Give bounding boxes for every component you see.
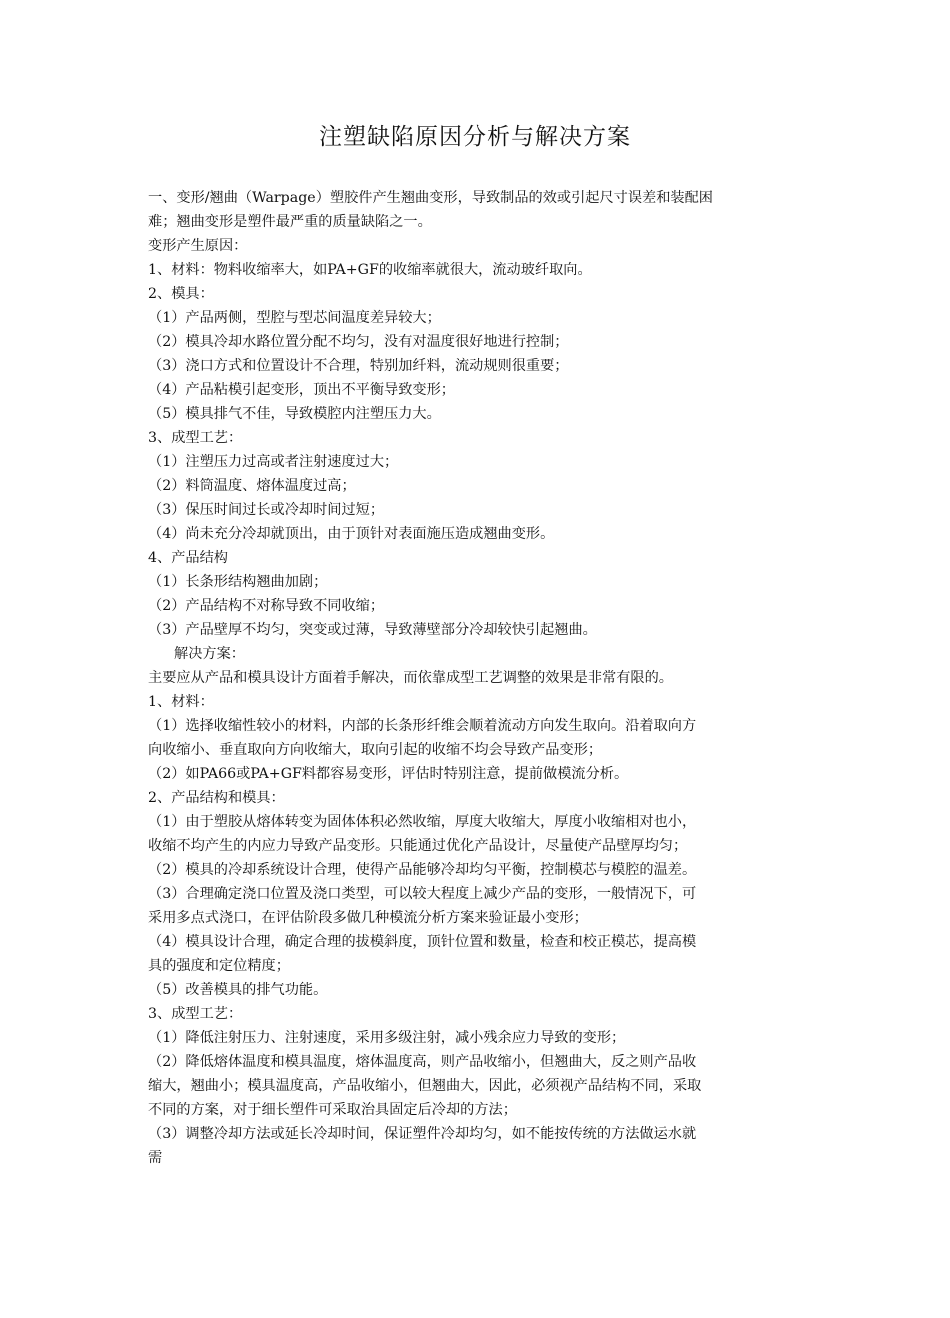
list-item-continuation: 不同的方案，对于细长塑件可采取治具固定后冷却的方法； — [148, 1102, 517, 1118]
paragraph-line: 一、变形/翘曲（Warpage）塑胶件产生翘曲变形，导致制品的效或引起尺寸误差和装配困 — [148, 190, 713, 206]
list-item: （1）降低注射压力、注射速度，采用多级注射，减小残余应力导致的变形； — [148, 1030, 626, 1046]
list-item: （3）调整冷却方法或延长冷却时间，保证塑件冷却均匀，如不能按传统的方法做运水就 — [148, 1126, 697, 1142]
section-heading: 2、模具： — [148, 286, 214, 302]
section-heading: 3、成型工艺： — [148, 430, 243, 446]
list-item: （1）长条形结构翘曲加剧； — [148, 574, 328, 590]
section-heading: 解决方案： — [174, 646, 245, 662]
document-title: 注塑缺陷原因分析与解决方案 — [319, 124, 631, 150]
list-item: （2）降低熔体温度和模具温度，熔体温度高，则产品收缩小，但翘曲大，反之则产品收 — [148, 1054, 697, 1070]
list-item-continuation: 缩大，翘曲小；模具温度高，产品收缩小，但翘曲大，因此，必须视产品结构不同，采取 — [148, 1078, 702, 1094]
document-body — [148, 186, 802, 1170]
list-item: （1）由于塑胶从熔体转变为固体体积必然收缩，厚度大收缩大，厚度小收缩相对也小， — [148, 814, 697, 830]
list-item: （1）产品两侧，型腔与型芯间温度差异较大； — [148, 310, 441, 326]
list-item: （4）产品粘模引起变形，顶出不平衡导致变形； — [148, 382, 455, 398]
paragraph-line: 主要应从产品和模具设计方面着手解决，而依靠成型工艺调整的效果是非常有限的。 — [148, 670, 673, 686]
list-item: （4）模具设计合理，确定合理的拔模斜度，顶针位置和数量，检查和校正模芯，提高模 — [148, 934, 697, 950]
section-heading: 变形产生原因： — [148, 238, 248, 254]
list-item: （2）如PA66或PA+GF料都容易变形，评估时特别注意，提前做模流分析。 — [148, 766, 629, 782]
list-item: （3）浇口方式和位置设计不合理，特别加纤料，流动规则很重要； — [148, 358, 569, 374]
paragraph-line: 难；翘曲变形是塑件最严重的质量缺陷之一。 — [148, 214, 432, 230]
section-heading: 1、材料： — [148, 694, 214, 710]
list-item: （4）尚未充分冷却就顶出，由于顶针对表面施压造成翘曲变形。 — [148, 526, 555, 542]
section-heading: 4、产品结构 — [148, 550, 228, 566]
list-item: （2）模具的冷却系统设计合理，使得产品能够冷却均匀平衡，控制模芯与模腔的温差。 — [148, 862, 697, 878]
list-item: （5）改善模具的排气功能。 — [148, 982, 328, 998]
list-item: （3）保压时间过长或冷却时间过短； — [148, 502, 385, 518]
list-item-continuation: 采用多点式浇口，在评估阶段多做几种模流分析方案来验证最小变形； — [148, 910, 588, 926]
list-item: （2）产品结构不对称导致不同收缩； — [148, 598, 385, 614]
list-item: （3）合理确定浇口位置及浇口类型，可以较大程度上减少产品的变形，一般情况下，可 — [148, 886, 697, 902]
list-item-continuation: 需 — [148, 1150, 163, 1166]
list-item: （2）模具冷却水路位置分配不均匀，没有对温度很好地进行控制； — [148, 334, 569, 350]
list-item: （3）产品壁厚不均匀，突变或过薄，导致薄壁部分冷却较快引起翘曲。 — [148, 622, 597, 638]
list-item: （1）选择收缩性较小的材料，内部的长条形纤维会顺着流动方向发生取向。沿着取向方 — [148, 718, 697, 734]
list-item: （2）料筒温度、熔体温度过高； — [148, 478, 356, 494]
list-item: （1）注塑压力过高或者注射速度过大； — [148, 454, 399, 470]
paragraph-line: 1、材料：物料收缩率大，如PA+GF的收缩率就很大，流动玻纤取向。 — [148, 262, 592, 278]
section-heading: 2、产品结构和模具： — [148, 790, 285, 806]
list-item-continuation: 收缩不均产生的内应力导致产品变形。只能通过优化产品设计，尽量使产品壁厚均匀； — [148, 838, 688, 854]
section-heading: 3、成型工艺： — [148, 1006, 243, 1022]
list-item-continuation: 具的强度和定位精度； — [148, 958, 290, 974]
list-item-continuation: 向收缩小、垂直取向方向收缩大，取向引起的收缩不均会导致产品变形； — [148, 742, 603, 758]
list-item: （5）模具排气不佳，导致模腔内注塑压力大。 — [148, 406, 441, 422]
